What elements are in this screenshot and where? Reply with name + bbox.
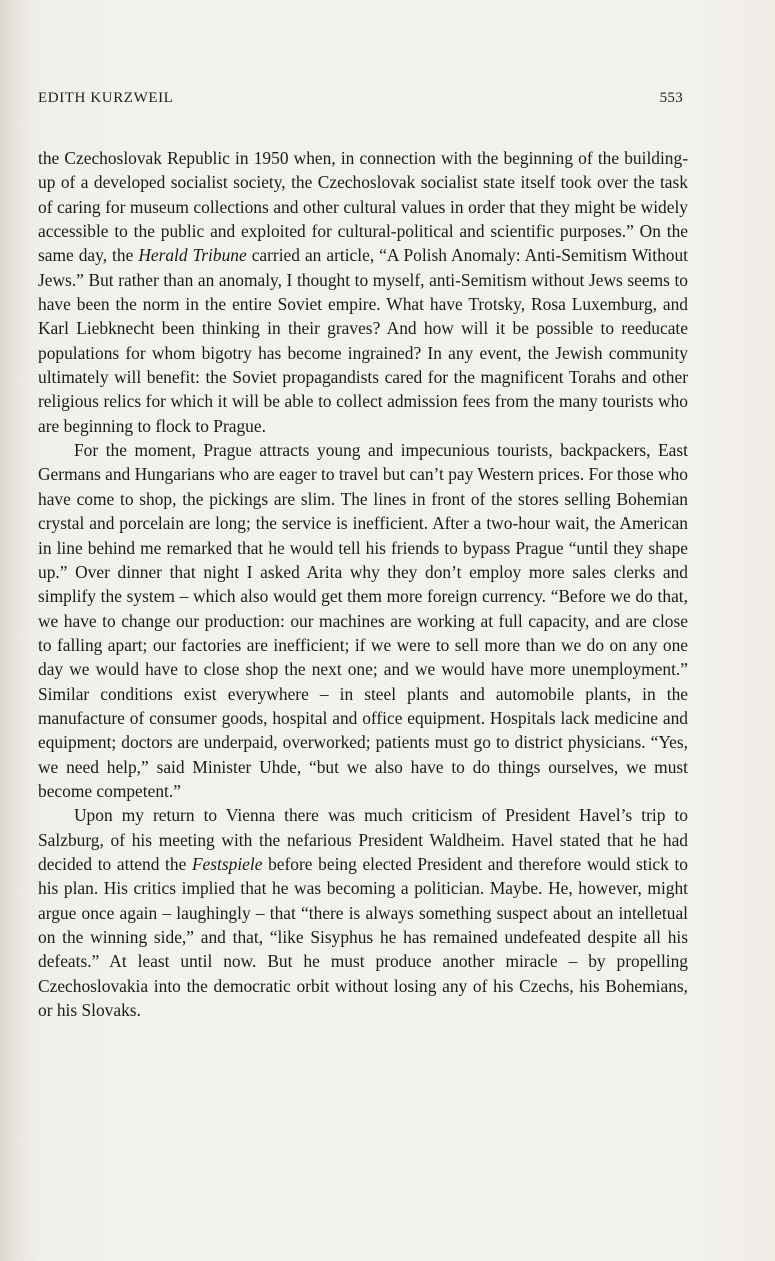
page-number: 553 xyxy=(659,90,683,106)
paragraph-1-text-a: the Czechoslovak Republic in 1950 when, in connection with the beginning of the building-up of a developed socialist society, the Czechoslovak socialist state itself took over the task of caring for museum collections and other cultural values in order that they might be widely accessible to the public and exploited for cultural-political and scientific purposes.” On the same day, the xyxy=(38,148,688,266)
paragraph-1-text-b: carried an article, “A Polish Anomaly: Anti-Semitism Without Jews.” But rather than an anomaly, I thought to myself, anti-Semitism without Jews seems to have been the norm in the entire Soviet empire. What have Trotsky, Rosa Luxemburg, and Karl Liebknecht been thinking in their graves? And how will it be possible to reeducate populations for whom bigotry has become ingrained? In any event, the Jewish community ultimately will benefit: the Soviet propagandists cared for the magnificent Torahs and other religious relics for which it will be able to collect admission fees from the many tourists who are beginning to flock to Prague. xyxy=(38,245,688,436)
paragraph-3-italic: Festspiele xyxy=(191,853,263,874)
paragraph-3 xyxy=(38,803,688,1022)
paragraph-3-text-b: before being elected President and therefore would stick to his plan. His critics implied that he was becoming a politician. Maybe. He, however, might argue once again – laughingly – that “there is always something suspect about an intelletual on the winning side,” and that, “like Sisyphus he has remained undefeated despite all his defeats.” At least until now. But he must produce another miracle – by propelling Czechoslovakia into the democratic orbit without losing any of his Czechs, his Bohemians, or his Slovaks. xyxy=(38,853,689,1021)
paragraph-2 xyxy=(38,438,688,803)
running-head xyxy=(38,90,683,110)
paragraph-2-text: For the moment, Prague attracts young and impecunious tourists, backpackers, East Germans and Hungarians who are eager to travel but can’t pay Western prices. For those who have come to shop, the pickings are slim. The lines in front of the stores selling Bohemian crystal and porcelain are long; the service is inefficient. After a two-hour wait, the American in line behind me remarked that he would tell his friends to bypass Prague “until they shape up.” Over dinner that night I asked Arita why they don’t employ more sales clerks and simplify the system – which also would get them more foreign currency. “Before we do that, we have to change our production: our machines are working at full capacity, and are close to falling apart; our factories are inefficient; if we were to sell more than we do on any one day we would have to close shop the next one; and we would have more unemployment.” Similar conditions exist everywhere – in steel plants and automobile plants, in the manufacture of consumer goods, hospital and office equipment. Hospitals lack medicine and equipment; doctors are underpaid, overworked; patients must go to district physicians. “Yes, we need help,” said Minister Uhde, “but we also have to do things ourselves, we must become competent.” xyxy=(38,440,688,801)
paragraph-1-italic: Herald Tribune xyxy=(138,245,247,266)
paragraph-3-text-a: Upon my return to Vienna there was much criticism of President Havel’s trip to Salzburg, of his meeting with the nefarious President Waldheim. Havel stated that he had decided to attend the xyxy=(38,805,688,874)
running-head-author: EDITH KURZWEIL xyxy=(38,90,174,106)
paragraph-1 xyxy=(38,146,688,438)
body-text xyxy=(38,146,688,1022)
